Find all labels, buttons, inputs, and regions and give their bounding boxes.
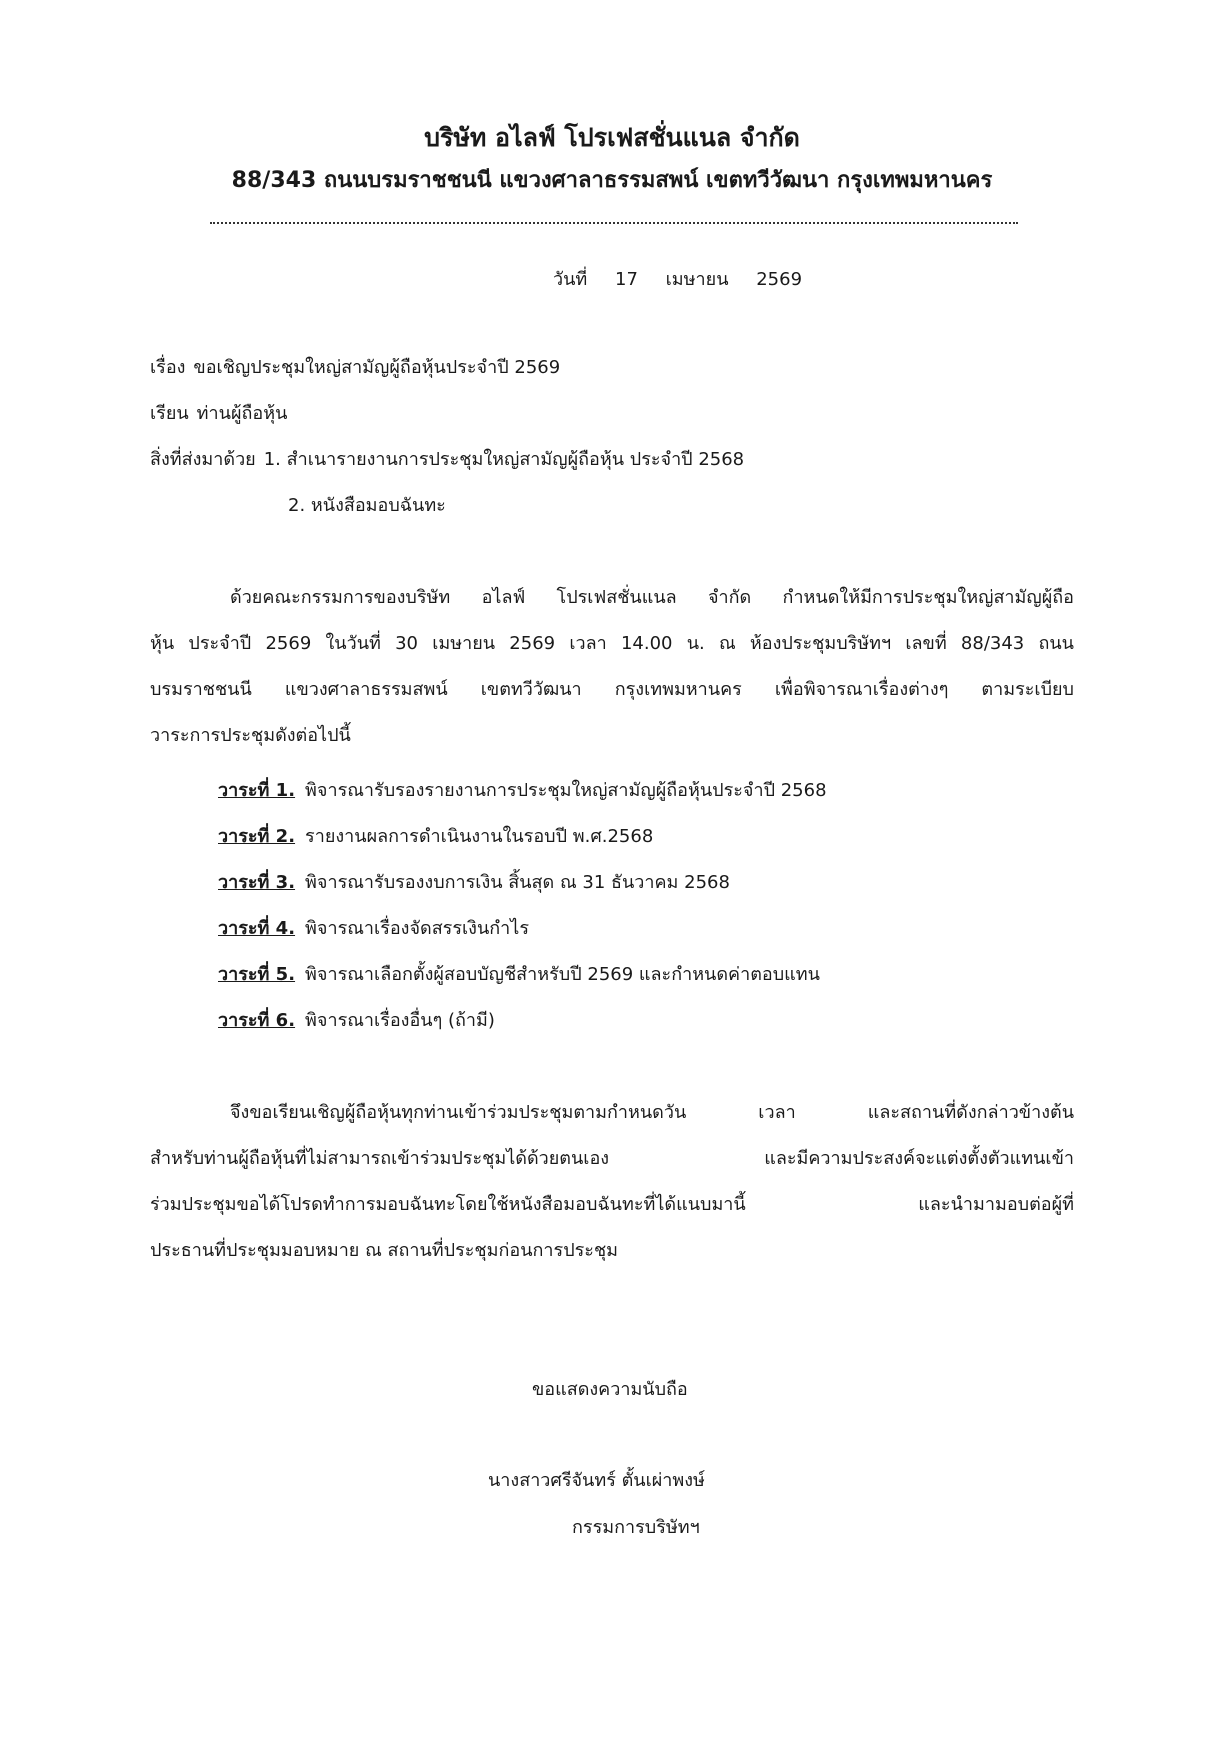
agenda-item <box>218 959 820 988</box>
closing-salutation: ขอแสดงความนับถือ <box>532 1379 688 1400</box>
agenda-text: พิจารณารับรองงบการเงิน สิ้นสุด ณ 31 ธันวาคม 2568 <box>305 872 730 893</box>
recipient-label: เรียน <box>150 403 189 424</box>
paragraph-line: จึงขอเรียนเชิญผู้ถือหุ้นทุกท่านเข้าร่วมประชุมตามกำหนดวัน เวลา และสถานที่ดังกล่าวข้างต้น <box>230 1102 1074 1123</box>
agenda-text: พิจารณารับรองรายงานการประชุมใหญ่สามัญผู้ถือหุ้นประจำปี 2568 <box>305 780 827 801</box>
paragraph-line: วาระการประชุมดังต่อไปนี้ <box>150 725 351 746</box>
recipient-line <box>150 398 287 427</box>
date-day: 17 <box>615 269 638 290</box>
subject-label: เรื่อง <box>150 357 186 378</box>
invitation-paragraph <box>150 1090 1074 1274</box>
subject-text: ขอเชิญประชุมใหญ่สามัญผู้ถือหุ้นประจำปี 2569 <box>193 357 561 378</box>
agenda-number: วาระที่ 2. <box>218 826 296 847</box>
agenda-text: พิจารณาเลือกตั้งผู้สอบบัญชีสำหรับปี 2569 และกำหนดค่าตอบแทน <box>305 964 820 985</box>
signatory-title: กรรมการบริษัทฯ <box>572 1517 700 1538</box>
company-name: บริษัท อไลฟ์ โปรเฟสชั่นแนล จำกัด <box>424 123 800 152</box>
company-address: 88/343 ถนนบรมราชชนนี แขวงศาลาธรรมสพน์ เขตทวีวัฒนา กรุงเทพมหานคร <box>231 168 993 193</box>
paragraph-line: ด้วยคณะกรรมการของบริษัท อไลฟ์ โปรเฟสชั่นแนล จำกัด กำหนดให้มีการประชุมใหญ่สามัญผู้ถือ <box>230 587 1074 608</box>
intro-paragraph <box>150 575 1074 759</box>
agenda-number: วาระที่ 1. <box>218 780 296 801</box>
letter-date <box>553 264 824 293</box>
date-year: 2569 <box>756 269 803 290</box>
agenda-item <box>218 913 529 942</box>
paragraph-line: ร่วมประชุมขอได้โปรดทำการมอบฉันทะโดยใช้หนังสือมอบฉันทะที่ได้แนบมานี้ และนำมามอบต่อผู้ที่ <box>150 1194 1074 1215</box>
signatory-name: นางสาวศรีจันทร์ ตั้นเผ่าพงษ์ <box>488 1470 705 1491</box>
date-label: วันที่ <box>553 269 588 290</box>
agenda-number: วาระที่ 3. <box>218 872 296 893</box>
enclosure-item: 1. สำเนารายงานการประชุมใหญ่สามัญผู้ถือหุ้น ประจำปี 2568 <box>263 449 745 470</box>
agenda-item <box>218 821 653 850</box>
paragraph-line: หุ้น ประจำปี 2569 ในวันที่ 30 เมษายน 2569 เวลา 14.00 น. ณ ห้องประชุมบริษัทฯ เลขที่ 88/343 ถนน <box>150 633 1074 654</box>
agenda-number: วาระที่ 4. <box>218 918 296 939</box>
paragraph-line: สำหรับท่านผู้ถือหุ้นที่ไม่สามารถเข้าร่วมประชุมได้ด้วยตนเอง และมีความประสงค์จะแต่งตั้งตัวแทนเข้า <box>150 1148 1074 1169</box>
agenda-item <box>218 775 827 804</box>
agenda-item <box>218 1005 495 1034</box>
agenda-text: พิจารณาเรื่องอื่นๆ (ถ้ามี) <box>305 1010 495 1031</box>
subject-line <box>150 352 560 381</box>
paragraph-line: ประธานที่ประชุมมอบหมาย ณ สถานที่ประชุมก่อนการประชุม <box>150 1240 619 1261</box>
enclosure-item: 2. หนังสือมอบฉันทะ <box>288 495 446 516</box>
agenda-item <box>218 867 730 896</box>
paragraph-line: บรมราชชนนี แขวงศาลาธรรมสพน์ เขตทวีวัฒนา กรุงเทพมหานคร เพื่อพิจารณาเรื่องต่างๆ ตามระเบียบ <box>150 679 1074 700</box>
enclosures-line <box>150 444 744 473</box>
recipient-text: ท่านผู้ถือหุ้น <box>196 403 288 424</box>
agenda-text: พิจารณาเรื่องจัดสรรเงินกำไร <box>305 918 529 939</box>
agenda-number: วาระที่ 5. <box>218 964 296 985</box>
agenda-number: วาระที่ 6. <box>218 1010 296 1031</box>
date-month: เมษายน <box>665 269 729 290</box>
dotted-divider <box>210 222 1018 224</box>
agenda-text: รายงานผลการดำเนินงานในรอบปี พ.ศ.2568 <box>305 826 654 847</box>
enclosures-label: สิ่งที่ส่งมาด้วย <box>150 449 256 470</box>
